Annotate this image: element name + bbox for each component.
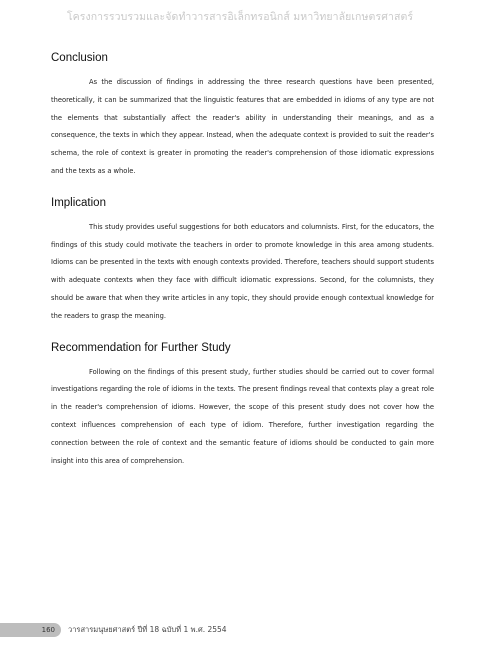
section-recommendation <box>51 342 434 471</box>
page-footer <box>0 623 480 637</box>
page-number-tab <box>0 623 61 637</box>
section-heading: Implication <box>51 196 106 209</box>
journal-citation: วารสารมนุษยศาสตร์ ปีที่ 18 ฉบับที่ 1 พ.ศ. 2554 <box>68 625 227 634</box>
section-paragraph: As the discussion of findings in addressing the three research questions have been presented, theoretically, it can be summarized that the linguistic features that are embedded in idioms of any type are not the elements that substantially affect the reader's ability in understanding their meanings, and as a consequence, the texts in which they appear. Instead, when the adequate context is provided to suit the reader's schema, the role of context is greater in promoting the reader's comprehension of those idiomatic expressions and the texts as a whole. <box>51 78 434 175</box>
section-heading: Conclusion <box>51 52 108 64</box>
header-watermark: โครงการรวบรวมและจัดทำวารสารอิเล็กทรอนิกส์ มหาวิทยาลัยเกษตรศาสตร์ <box>66 11 414 23</box>
page-number: 160 <box>41 626 55 634</box>
section-heading: Recommendation for Further Study <box>51 341 231 354</box>
section-paragraph: This study provides useful suggestions for both educators and columnists. First, for the educators, the findings of this study could motivate the teachers in order to promote knowledge in this area among students. Idioms can be presented in the texts with enough contexts provided. Therefore, teachers should support students with adequate contexts when they face with difficult idiomatic expressions. Second, for the columnists, they should be aware that when they write articles in any topic, they should provide enough contextual knowledge for the readers to grasp the meaning. <box>51 222 434 320</box>
section-conclusion <box>51 52 434 181</box>
document-body <box>51 52 434 486</box>
section-paragraph: Following on the findings of this present study, further studies should be carried out to cover formal investigations regarding the role of idioms in the texts. The present findings reveal that contexts play a great role in the reader's comprehension of idioms. However, the scope of this present study does not cover how the context influences comprehension of each type of idiom. Therefore, further investigation regarding the connection between the role of context and the semantic feature of idioms should be conducted to gain more insight into this area of comprehension. <box>51 367 434 465</box>
section-implication <box>51 197 434 326</box>
